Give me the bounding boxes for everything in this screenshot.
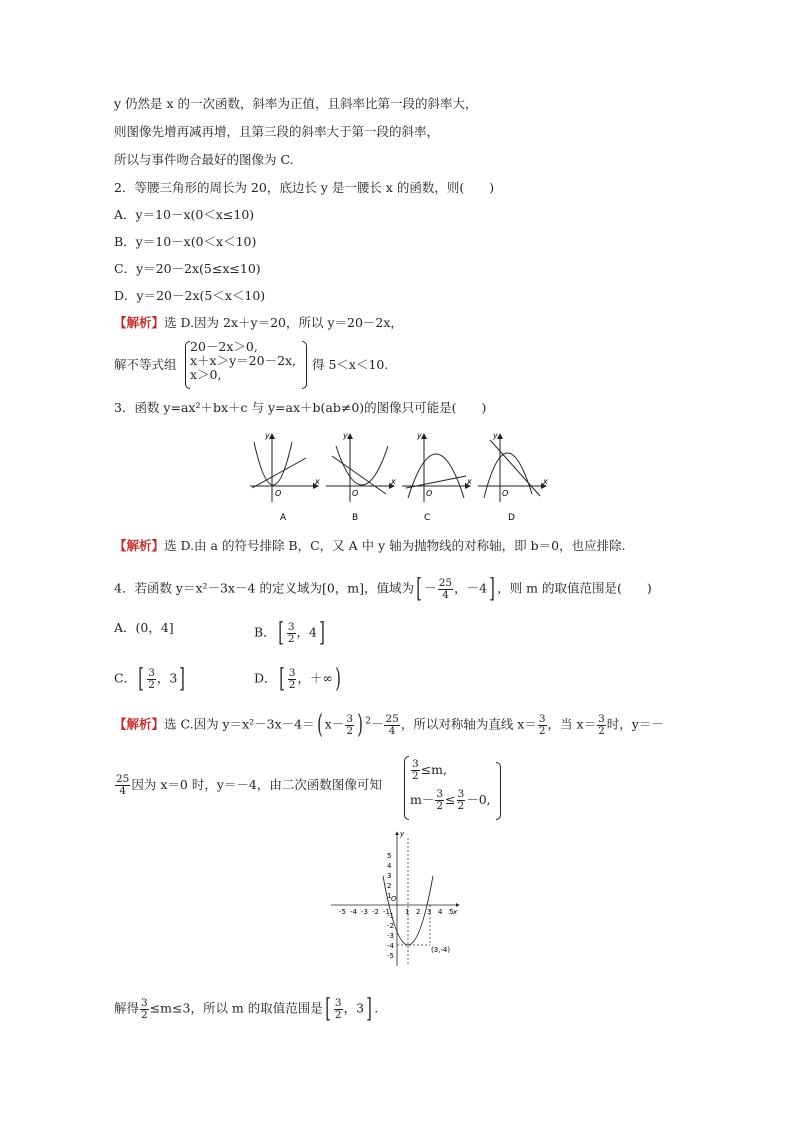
q4-parabola-graph [325,828,465,970]
inequality-3: x＞0, [190,367,222,382]
axis-x-label: x [453,908,458,916]
left-brace [404,756,409,820]
axis-x-label: x [315,477,320,486]
numerator: 3 [412,758,419,770]
fraction-3-2 [457,789,466,812]
q4-solution-line-1 [114,712,664,738]
option-d-letter: D． [254,670,277,686]
q2-solution-line-1 [114,315,403,331]
denominator: 2 [334,1008,342,1021]
graph-d [478,431,548,523]
q2-option-a: A．y＝10－x(0＜x≤10) [114,207,255,222]
q2-stem: 2．等腰三角形的周长为 20，底边长 y 是一腰长 x 的函数，则( ) [114,180,495,195]
x-tick-label: -4 [350,908,357,916]
q2-sol-text: 选 D.因为 2x＋y＝20，所以 y＝20－2x， [164,315,403,330]
q2-option-c: C．y＝20－2x(5≤x≤10) [114,261,261,276]
sol1-pre: 选 C.因为 y＝x²－3x－4＝ [164,716,315,732]
numerator: 3 [141,996,148,1009]
left-bracket: [ [416,574,422,604]
graph-label-b: B [352,513,359,523]
fraction-3-2 [140,998,149,1021]
left-bracket: [ [278,664,285,694]
origin-label: O [391,895,397,903]
analysis-tag: 【解析】 [114,538,165,553]
axis-x-label: x [391,477,396,486]
y-tick-label: -1 [387,912,394,920]
condition-1 [410,756,491,786]
left-paren: ( [316,710,323,740]
condition-1-text: ≤m, [420,762,447,777]
axis-y-label: y [265,431,270,440]
option-c-rest: ，3 [156,670,178,686]
final-mid: ≤m≤3，所以 m 的取值范围是 [149,1000,323,1016]
numerator: 3 [346,712,354,725]
axis-y-label: y [343,431,348,440]
right-bracket: ] [489,574,495,604]
numerator: 3 [457,788,465,800]
condition-2-mid: ≤ [445,792,456,807]
sol1-end: 时，y＝－ [606,716,664,732]
origin-label: O [426,489,433,498]
y-tick-label: 4 [387,862,392,870]
graph-b [326,431,396,523]
left-bracket: [ [325,994,331,1024]
q4-option-d [254,666,343,692]
option-d-rest: ，＋∞ [297,670,333,686]
numerator: 3 [287,620,295,633]
fraction-3-2 [597,714,606,737]
numerator: 3 [598,712,605,725]
condition-2 [410,786,491,816]
x-tick-label: 1 [405,908,410,916]
fraction-3-2 [345,714,354,737]
numerator: 25 [116,773,130,785]
q2-option-b: B．y＝10－x(0＜x＜10) [114,234,257,249]
option-b-rest: ，4 [296,624,317,640]
y-tick-label: -2 [387,922,394,930]
graph-label-c: C [424,513,431,523]
right-paren: ) [357,710,363,740]
y-tick-label: 1 [387,892,392,900]
denominator: 2 [141,1008,148,1021]
x-tick-label: -1 [383,908,390,916]
graph-label-a: A [280,513,287,523]
y-tick-label: -4 [387,942,394,950]
q4-stem: 4．若函数 y＝x²－3x－4 的定义域为[0，m]，值域为[ － $\frac{25}{4}$ ，－4] ，则 m 的取值范围是( ) [114,574,652,604]
sol1-when: ，当 x＝ [547,716,597,732]
x-tick-labels [339,908,453,916]
q4-option-c [114,666,188,692]
y-tick-label: -5 [387,952,394,960]
left-bracket: [ [277,618,284,648]
right-brace [496,762,501,820]
q2-sys-prefix: 解不等式组 [114,357,177,372]
intro-line-3: 所以与事件吻合最好的图像为 C. [114,152,294,167]
fraction-3-2 [435,789,444,812]
origin-label: O [352,489,359,498]
fraction-25-4 [384,714,399,737]
right-bracket: ] [366,994,372,1024]
denominator: 2 [148,678,155,691]
q4-stem-pre: 4．若函数 y＝x²－3x－4 的定义域为[0，m]，值域为 [114,580,415,596]
numerator: 3 [334,996,342,1009]
q4-final [114,996,378,1022]
sol1-axis: ，所以对称轴为直线 x＝ [400,716,537,732]
q2-sys-result: 得 5＜x＜10. [312,357,389,372]
right-paren: ) [335,664,341,694]
q4-stem-post: ，则 m 的取值范围是( ) [497,580,652,596]
q3-graph-options [240,428,560,528]
fraction-3-2 [287,622,296,645]
y-tick-label: 5 [387,852,392,860]
sol1-minus: － [370,716,384,732]
axis-x-label: x [467,477,472,486]
option-b-letter: B． [254,624,276,640]
denominator: 2 [538,724,546,737]
numerator: 3 [538,712,546,725]
fraction-3-2 [538,714,547,737]
intro-line-2: 则图像先增再减再增，且第三段的斜率大于第一段的斜率， [114,124,440,139]
fraction-3-2 [147,668,156,691]
left-bracket: [ [138,664,144,694]
denominator: 4 [119,785,127,797]
graph-c [402,431,472,523]
fraction-3-2 [288,668,297,691]
q3-sol-text: 选 D.由 a 的符号排除 B，C，又 A 中 y 轴为抛物线的对称轴，即 b＝0，也应排除. [164,538,626,553]
q4-solution-line-2 [114,774,382,797]
denominator: 2 [412,770,419,782]
axis-y-label: y [493,431,498,440]
numerator: 3 [436,788,444,800]
final-rest: ，3 [343,1000,365,1016]
denominator: 2 [457,800,465,812]
x-tick-label: 2 [416,908,421,916]
y-tick-label: 3 [387,872,392,880]
denominator: 4 [388,724,396,737]
right-bracket: ] [319,618,325,648]
sol1-x: x－ [324,716,345,732]
x-tick-label: -3 [361,908,368,916]
sol2-text: 因为 x＝0 时，y＝－4，由二次函数图像可知 [131,777,382,792]
final-pre: 解得 [114,1000,140,1016]
condition-2-end: －0, [466,792,491,807]
axis-y-label: y [417,431,422,440]
option-c-letter: C． [114,670,137,686]
origin-label: O [502,489,509,498]
numerator: 25 [385,712,399,725]
numerator: 3 [148,666,155,679]
analysis-tag: 【解析】 [114,716,165,732]
square-sup: 2 [365,716,371,727]
fraction-3-2 [411,759,420,782]
point-label: (3,-4) [431,946,451,954]
numerator: 25 [438,576,453,589]
q4-option-b [254,620,327,646]
x-tick-label: 3 [427,908,432,916]
q2-inequality-system [190,340,296,382]
axis-y-label: y [400,830,405,838]
q2-option-d: D．y＝20－2x(5＜x＜10) [114,288,266,303]
intro-line-1: y 仍然是 x 的一次函数，斜率为正值，且斜率比第一段的斜率大， [114,96,478,111]
denominator: 2 [436,800,444,812]
denominator: 4 [442,588,449,601]
y-tick-labels [387,852,395,960]
fraction-25-4 [115,774,130,797]
numerator: 3 [288,666,296,679]
origin-label: O [275,489,282,498]
fraction-25-4 [438,578,453,601]
denominator: 2 [346,724,354,737]
final-end: . [374,1000,379,1016]
denominator: 2 [288,678,296,691]
q3-solution [114,538,626,554]
x-tick-label: 4 [438,908,443,916]
y-tick-label: 2 [387,882,392,890]
q4-option-a: A．(0，4] [114,620,174,635]
graph-a [250,431,320,523]
analysis-tag: 【解析】 [114,315,165,330]
axis-x-label: x [543,477,548,486]
fraction-3-2 [334,998,343,1021]
denominator: 2 [287,632,295,645]
inequality-1: 20－2x＞0, [190,339,258,354]
q3-stem: 3．函数 y=ax²＋bx＋c 与 y=ax＋b(ab≠0)的图像只可能是( ) [114,400,487,415]
graph-label-d: D [508,513,515,523]
condition-2-pre: m－ [410,792,435,807]
x-tick-label: 5 [449,908,454,916]
right-bracket: ] [179,664,186,694]
y-tick-label: -3 [387,932,394,940]
right-brace [302,341,307,389]
denominator: 2 [598,724,605,737]
q4-condition-system [410,756,491,816]
q4-value-rest: ，－4 [454,580,488,596]
inequality-2: x＋x＞y＝20－2x, [190,353,297,368]
x-tick-label: -2 [372,908,379,916]
x-tick-label: -5 [339,908,346,916]
